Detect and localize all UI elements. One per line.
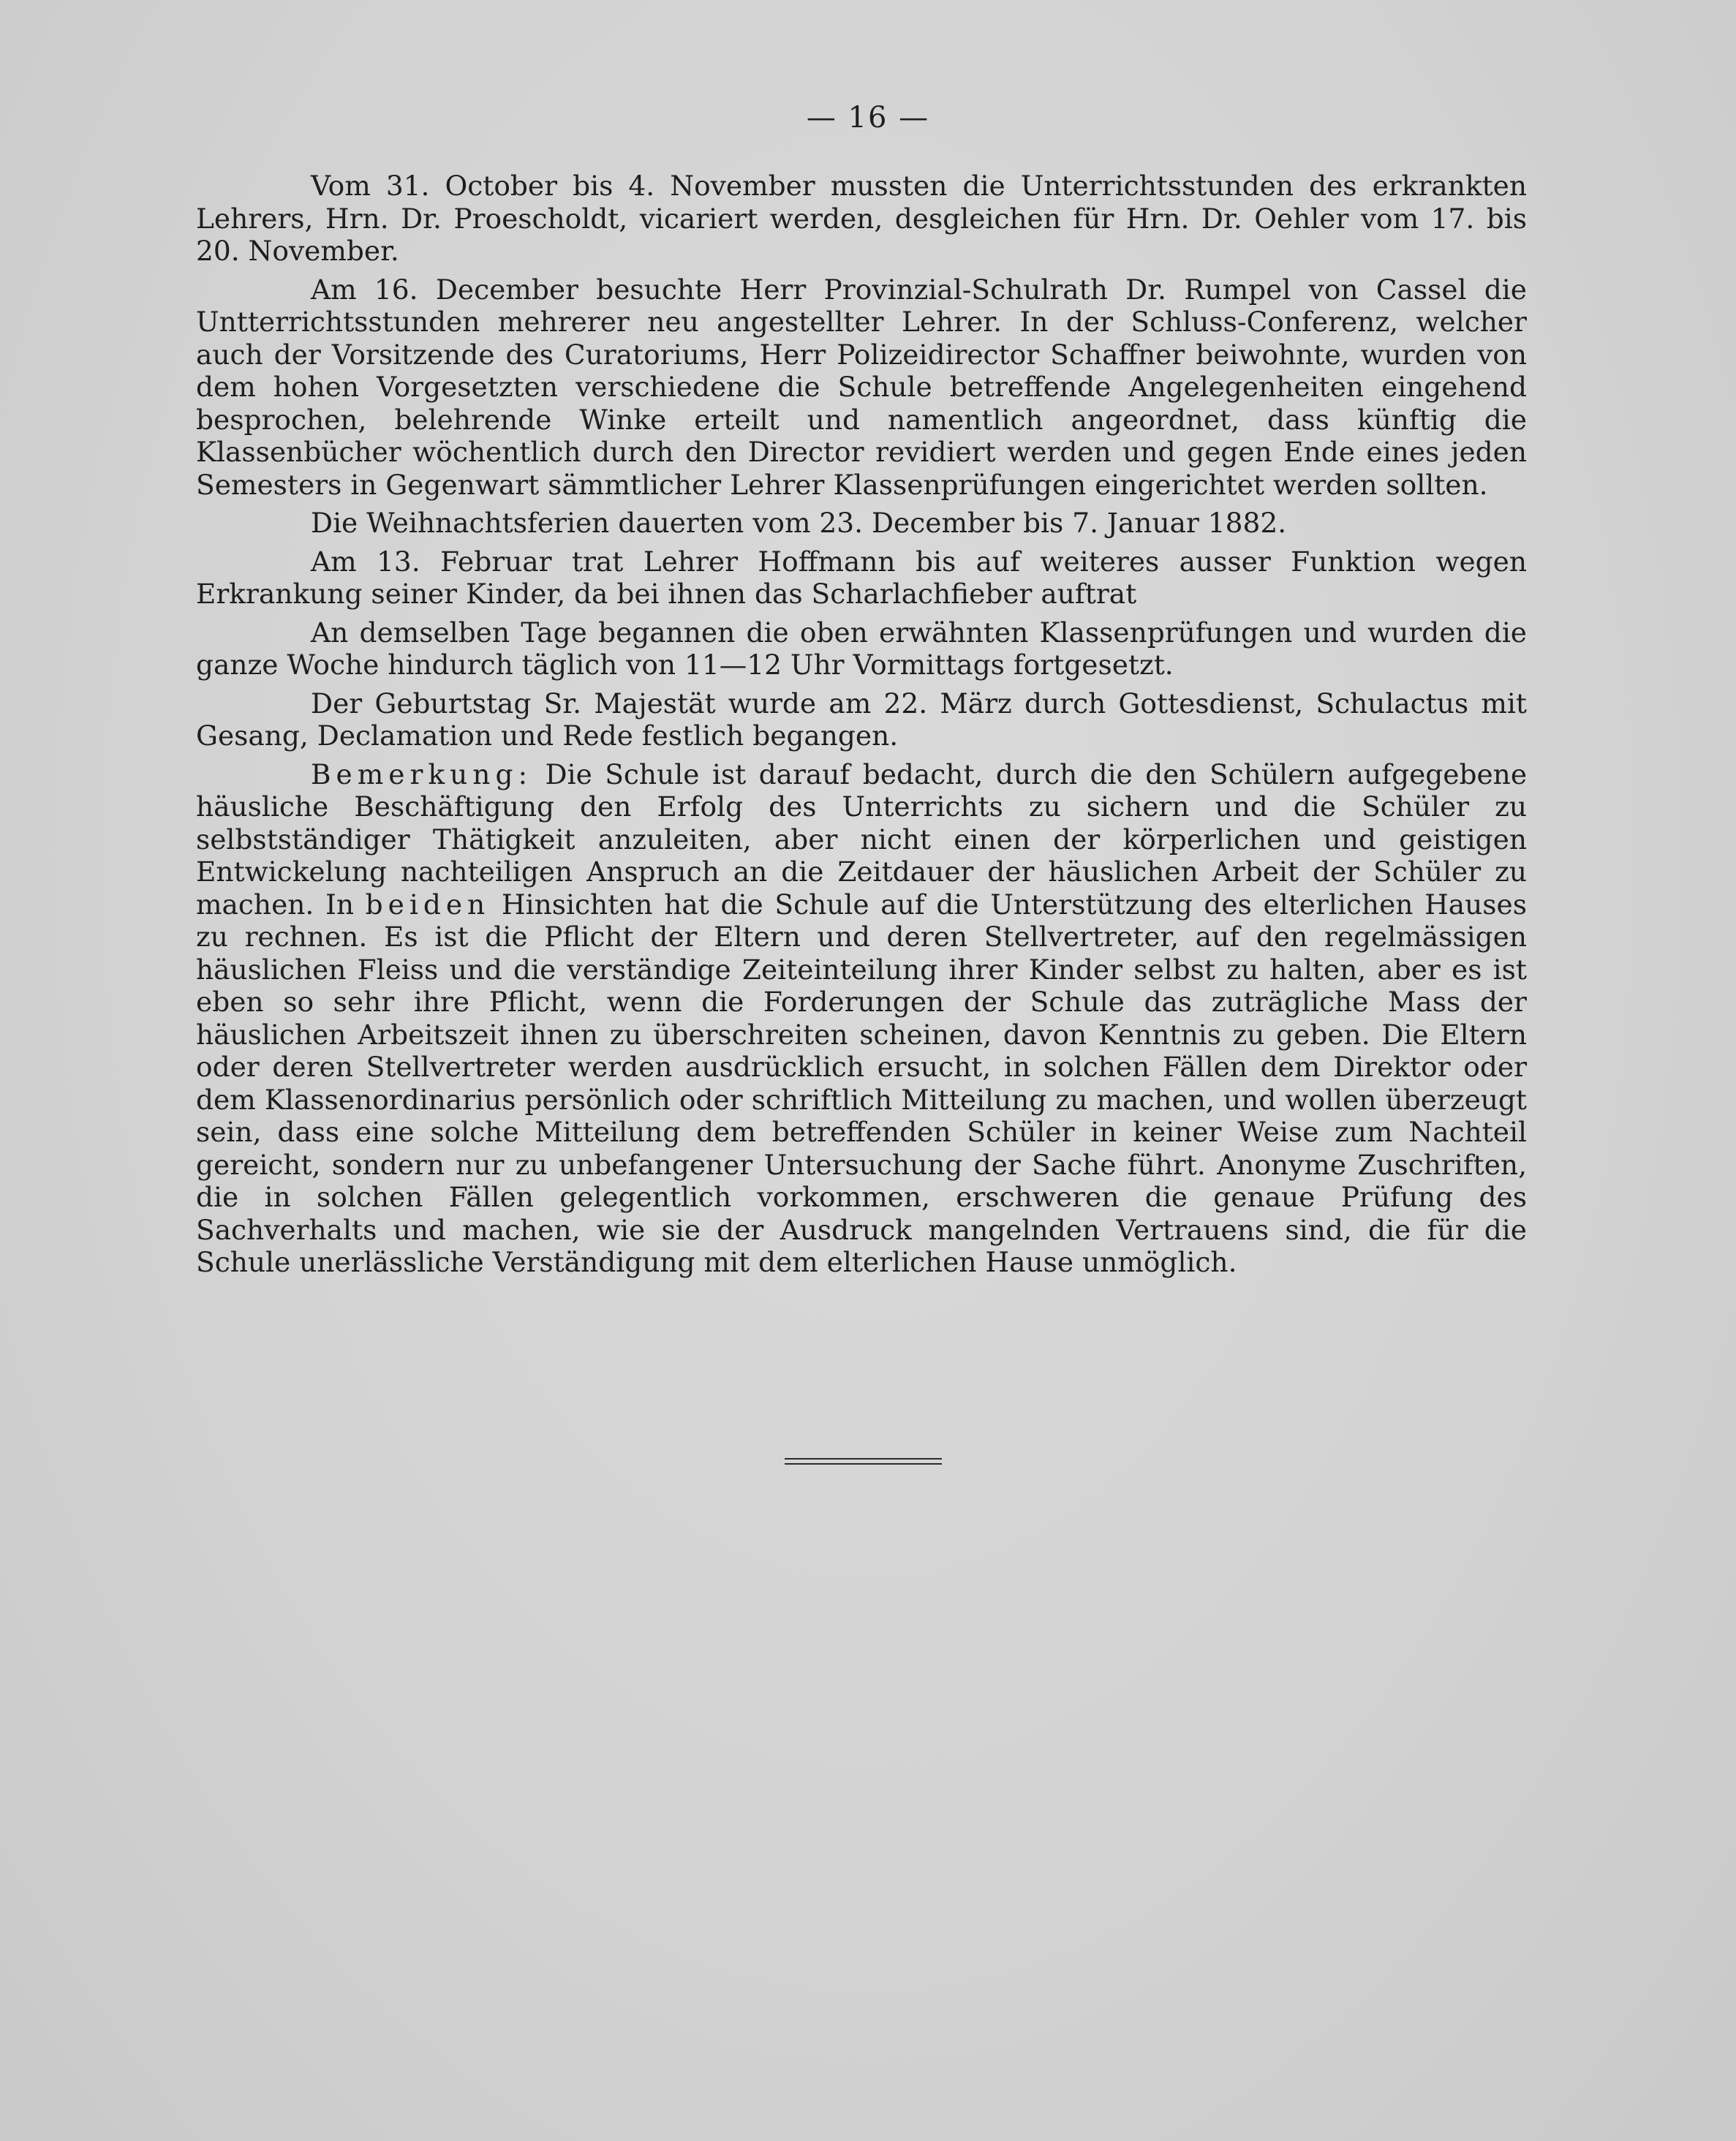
body-text: [196, 170, 1527, 1285]
paragraph-birthday: Der Geburtstag Sr. Majestät wurde am 22. März durch Gottesdienst, Schulactus mit Gesang, Declamation und Rede festlich begangen.: [196, 687, 1527, 752]
end-divider: [785, 1458, 942, 1465]
paragraph-class-exams: An demselben Tage begannen die oben erwähnten Klassenprüfungen und wurden die ganze Woche hindurch täglich von 11—12 Uhr Vormittags fortgesetzt.: [196, 616, 1527, 681]
page-number: — 16 —: [806, 101, 930, 135]
paragraph-remark: [196, 758, 1527, 1279]
remark-text-part2: Hinsichten hat die Schule auf die Unterstützung des elterlichen Hauses zu rechnen. Es ist die Pflicht der Eltern und deren Stellvertreter, auf den regelmässigen häuslichen Fleiss und die verständige Zeiteinteilung ihrer Kinder selbst zu halten, aber es ist eben so sehr ihre Pflicht, wenn die Forderungen der Schule das zuträgliche Mass der häuslichen Arbeitszeit ihnen zu überschreiten scheinen, davon Kenntnis zu geben. Die Eltern oder deren Stellvertreter werden ausdrücklich ersucht, in solchen Fällen dem Direktor oder dem Klassenordinarius persönlich oder schriftlich Mitteilung zu machen, und wollen überzeugt sein, dass eine solche Mitteilung dem betreffenden Schüler in keiner Weise zum Nachteil gereicht, sondern nur zu unbefangener Untersuchung der Sache führt. Anonyme Zuschriften, die in solchen Fällen gelegentlich vorkommen, erschweren die genaue Prüfung des Sachverhalts und machen, wie sie der Ausdruck mangelnden Vertrauens sind, die für die Schule unerlässliche Verständigung mit dem elterlichen Hause unmöglich.: [196, 888, 1527, 1278]
paragraph-absences: Vom 31. October bis 4. November mussten die Unterrichtsstunden des erkrankten Lehrers, Hrn. Dr. Proescholdt, vicariert werden, desgleichen für Hrn. Dr. Oehler vom 17. bis 20. November.: [196, 170, 1527, 267]
remark-text-part1: Die Schule ist darauf bedacht, durch die den Schülern aufgegebene häusliche Beschäftigung den Erfolg des Unterrichts zu sichern und die Schüler zu selbstständiger Thätigkeit anzuleiten, aber nicht einen der körperlichen und geistigen Entwickelung nachteiligen Anspruch an die Zeitdauer der häuslichen Arbeit der Schüler zu machen. In: [196, 758, 1528, 921]
remark-label: Bemerkung:: [311, 758, 533, 790]
remark-emphasis: beiden: [365, 888, 491, 921]
paragraph-inspection: Am 16. December besuchte Herr Provinzial-Schulrath Dr. Rumpel von Cassel die Untterrichtsstunden mehrerer neu angestellter Lehrer. In der Schluss-Conferenz, welcher auch der Vorsitzende des Curatoriums, Herr Polizeidirector Schaffner beiwohnte, wurden von dem hohen Vorgesetzten verschiedene die Schule betreffende Angelegenheiten eingehend besprochen, belehrende Winke erteilt und namentlich angeordnet, dass künftig die Klassenbücher wöchentlich durch den Director revidiert werden und gegen Ende eines jeden Semesters in Gegenwart sämmtlicher Lehrer Klassenprüfungen eingerichtet werden sollten.: [196, 273, 1527, 501]
paragraph-hoffmann: Am 13. Februar trat Lehrer Hoffmann bis auf weiteres ausser Funktion wegen Erkrankung seiner Kinder, da bei ihnen das Scharlachfieber auftrat: [196, 545, 1527, 610]
paragraph-christmas-holidays: Die Weihnachtsferien dauerten vom 23. December bis 7. Januar 1882.: [311, 507, 1287, 539]
